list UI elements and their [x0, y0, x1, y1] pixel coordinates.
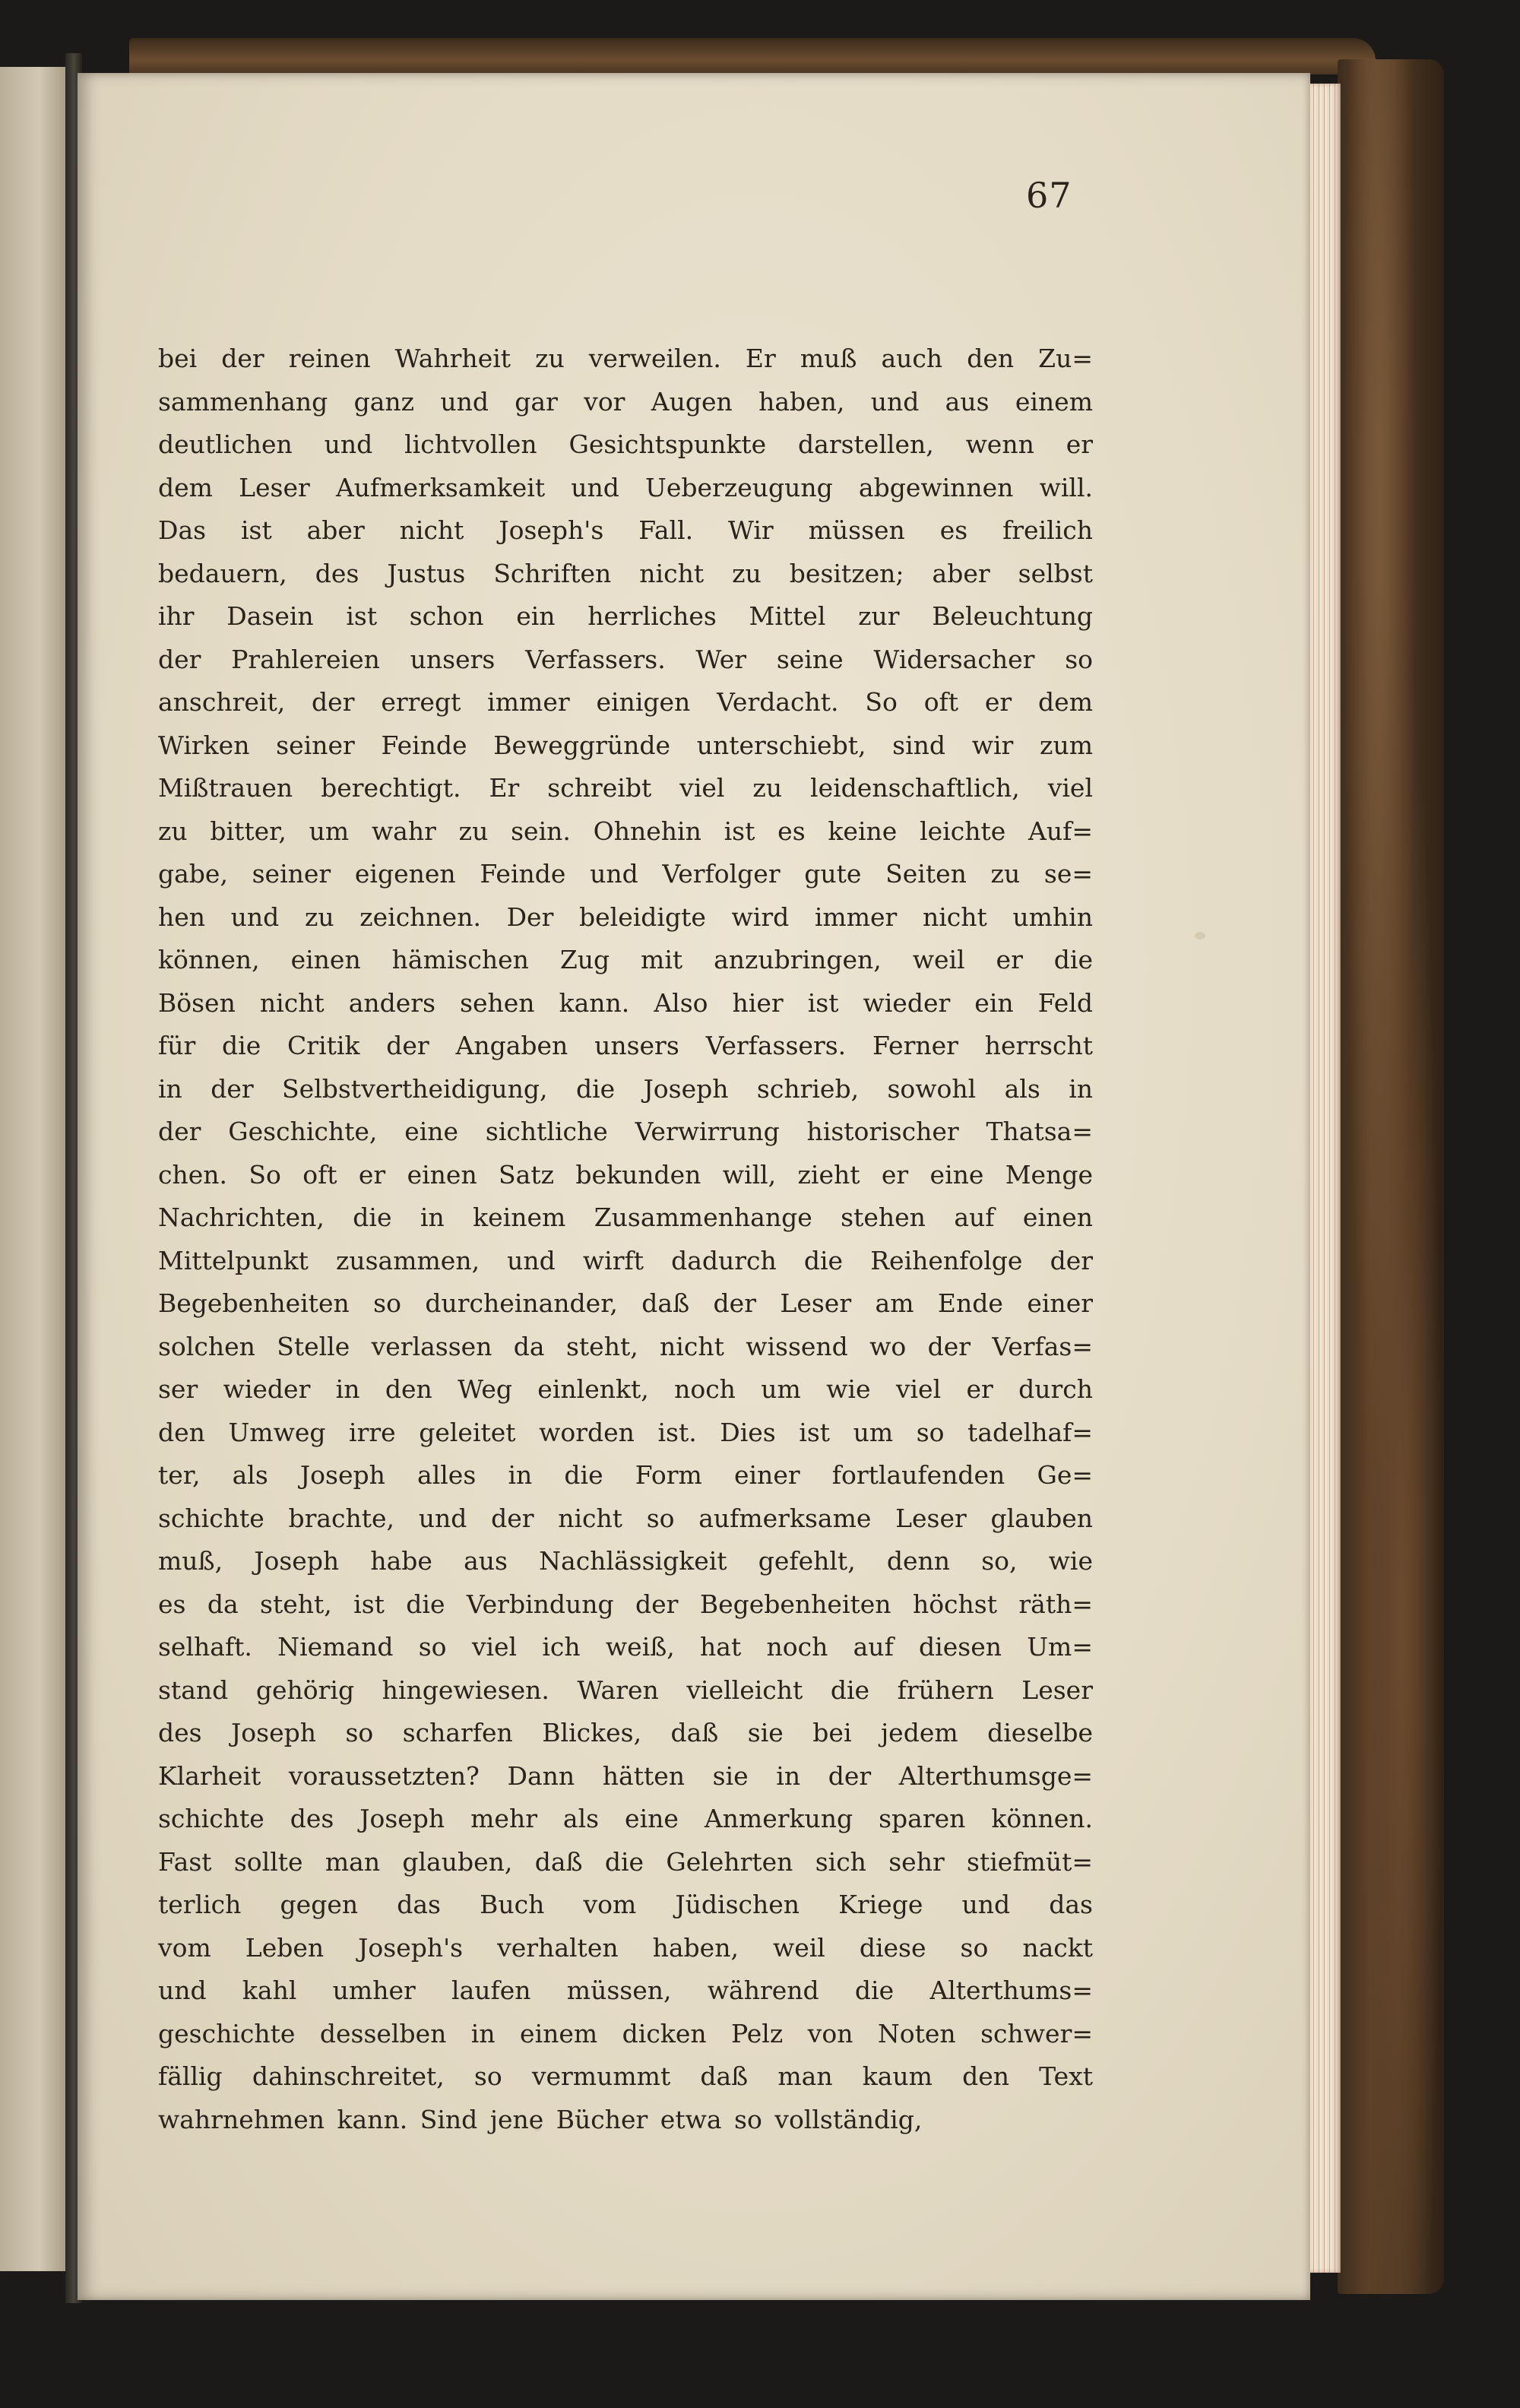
text-line: geschichte desselben in einem dicken Pelz von Noten schwer=	[158, 2018, 1093, 2048]
text-line: den Umweg irre geleitet worden ist. Dies ist um so tadelhaf=	[158, 1417, 1093, 1447]
text-line: Wirken seiner Feinde Beweggründe unterschiebt, sind wir zum	[158, 730, 1093, 760]
facing-page-edge	[0, 67, 70, 2271]
text-line: schichte des Joseph mehr als eine Anmerkung sparen können.	[158, 1804, 1093, 1833]
text-line: können, einen hämischen Zug mit anzubringen, weil er die	[158, 945, 1093, 974]
text-line: vom Leben Joseph's verhalten haben, weil diese so nackt	[158, 1932, 1093, 1963]
text-line: wahrnehmen kann. Sind jene Bücher etwa so vollständig,	[158, 2104, 923, 2134]
text-line: ser wieder in den Weg einlenkt, noch um wie viel er durch	[158, 1374, 1093, 1404]
text-line: es da steht, ist die Verbindung der Begebenheiten höchst räth=	[158, 1589, 1093, 1619]
text-line: und kahl umher laufen müssen, während die Alterthums=	[158, 1976, 1093, 2005]
text-line: Fast sollte man glauben, daß die Gelehrten sich sehr stiefmüt=	[158, 1846, 1093, 1877]
text-line: für die Critik der Angaben unsers Verfassers. Ferner herrscht	[158, 1031, 1093, 1060]
text-line: Mißtrauen berechtigt. Er schreibt viel zu leidenschaftlich, viel	[158, 773, 1093, 803]
text-line: muß, Joseph habe aus Nachlässigkeit gefehlt, denn so, wie	[158, 1546, 1093, 1576]
text-line: solchen Stelle verlassen da steht, nicht wissend wo der Verfas=	[158, 1331, 1093, 1361]
text-line: des Joseph so scharfen Blickes, daß sie bei jedem dieselbe	[158, 1718, 1093, 1747]
text-line: ter, als Joseph alles in die Form einer fortlaufenden Ge=	[158, 1460, 1093, 1490]
text-line: dem Leser Aufmerksamkeit und Ueberzeugung abgewinnen will.	[158, 472, 1093, 502]
text-line: terlich gegen das Buch vom Jüdischen Kriege und das	[158, 1890, 1093, 1919]
text-line: selhaft. Niemand so viel ich weiß, hat noch auf diesen Um=	[158, 1632, 1093, 1662]
text-line: bei der reinen Wahrheit zu verweilen. Er muß auch den Zu=	[158, 344, 1093, 373]
text-line: zu bitter, um wahr zu sein. Ohnehin ist es keine leichte Auf=	[158, 816, 1093, 846]
text-line: gabe, seiner eigenen Feinde und Verfolger gute Seiten zu se=	[158, 859, 1093, 889]
text-line: in der Selbstvertheidigung, die Joseph schrieb, sowohl als in	[158, 1073, 1093, 1104]
text-line: sammenhang ganz und gar vor Augen haben, und aus einem	[158, 386, 1093, 417]
text-line: ihr Dasein ist schon ein herrliches Mittel zur Beleuchtung	[158, 601, 1093, 631]
page-number: 67	[1026, 175, 1072, 216]
text-line: Begebenheiten so durcheinander, daß der Leser am Ende einer	[158, 1288, 1093, 1318]
text-line: Mittelpunkt zusammen, und wirft dadurch die Reihenfolge der	[158, 1245, 1093, 1275]
page-stack-edge	[1306, 84, 1341, 2273]
text-line: Das ist aber nicht Joseph's Fall. Wir müssen es freilich	[158, 515, 1093, 545]
foxing-spot	[1195, 932, 1205, 939]
text-line: der Geschichte, eine sichtliche Verwirrung historischer Thatsa=	[158, 1117, 1093, 1146]
text-line: anschreit, der erregt immer einigen Verdacht. So oft er dem	[158, 687, 1093, 717]
text-line: Bösen nicht anders sehen kann. Also hier ist wieder ein Feld	[158, 987, 1093, 1018]
text-line: stand gehörig hingewiesen. Waren vielleicht die frühern Leser	[158, 1675, 1093, 1705]
text-line: schichte brachte, und der nicht so aufmerksame Leser glauben	[158, 1503, 1093, 1533]
text-line: der Prahlereien unsers Verfassers. Wer seine Widersacher so	[158, 644, 1093, 674]
text-line: deutlichen und lichtvollen Gesichtspunkte darstellen, wenn er	[158, 429, 1093, 459]
cover-top-edge	[129, 38, 1376, 74]
text-line: bedauern, des Justus Schriften nicht zu besitzen; aber selbst	[158, 558, 1093, 588]
leather-cover	[1338, 59, 1444, 2294]
text-line: hen und zu zeichnen. Der beleidigte wird immer nicht umhin	[158, 901, 1093, 932]
text-line: Klarheit voraussetzten? Dann hätten sie in der Alterthumsge=	[158, 1760, 1093, 1791]
page-text	[158, 337, 1093, 2141]
text-line: chen. So oft er einen Satz bekunden will, zieht er eine Menge	[158, 1159, 1093, 1190]
text-line: fällig dahinschreitet, so vermummt daß man kaum den Text	[158, 2061, 1093, 2091]
text-line: Nachrichten, die in keinem Zusammenhange stehen auf einen	[158, 1202, 1093, 1232]
